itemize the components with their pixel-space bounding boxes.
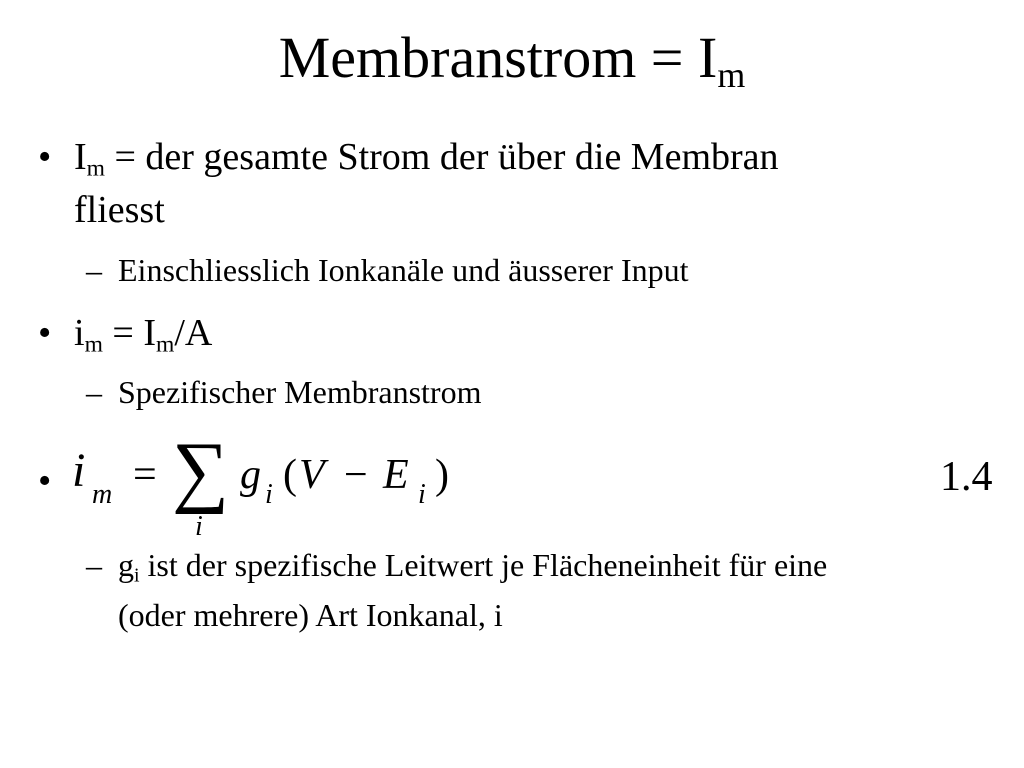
formula-E: E: [383, 452, 409, 498]
subitem-3-line-2: (oder mehrere) Art Ionkanal, i: [118, 597, 503, 633]
bullet-1-marker: •: [38, 136, 52, 178]
subitem-1-dash: –: [86, 252, 102, 288]
bullet-2-tail: /A: [174, 312, 213, 354]
formula-E-sub: i: [418, 479, 426, 510]
bullet-2-eq: = I: [102, 312, 156, 354]
formula-minus: −: [344, 452, 368, 498]
subitem-1-text: Einschliesslich Ionkanäle und äusserer Input: [118, 252, 689, 288]
subitem-3-g-sub: i: [134, 564, 140, 587]
bullet-1-line-1: [74, 134, 779, 180]
formula-m-sub: m: [92, 479, 113, 510]
formula-g: g: [240, 452, 261, 498]
formula-i: i: [72, 444, 86, 497]
title-subscript: m: [717, 55, 746, 96]
bullet-2-var-b-sub: m: [155, 331, 175, 358]
bullet-1-var: I: [74, 136, 87, 178]
bullet-2-marker: •: [38, 312, 52, 354]
bullet-2-line: [74, 310, 212, 356]
slide-title: [0, 22, 1024, 94]
title-main: Membranstrom = I: [278, 25, 718, 90]
formula-lparen: (: [283, 452, 297, 498]
formula-sum-index: i: [195, 511, 203, 542]
bullet-1-line-2: fliesst: [74, 189, 165, 231]
subitem-3-dash: –: [86, 547, 102, 583]
formula-sum-sign: ∑: [172, 427, 230, 515]
bullet-2-var-a-sub: m: [84, 331, 103, 358]
formula-V: V: [299, 452, 325, 498]
formula-equals: =: [133, 452, 157, 498]
subitem-3-g: g: [118, 547, 134, 583]
equation-number: 1.4: [940, 454, 993, 500]
formula-rparen: ): [435, 452, 449, 498]
bullet-1-text: = der gesamte Strom der über die Membran: [104, 136, 779, 178]
bullet-3-marker: •: [38, 460, 52, 502]
formula-g-sub: i: [265, 479, 273, 510]
subitem-2-text: Spezifischer Membranstrom: [118, 374, 482, 410]
subitem-2-dash: –: [86, 374, 102, 410]
subitem-3-line-1: [118, 545, 827, 585]
subitem-3-text: ist der spezifische Leitwert je Flächeneinheit für eine: [139, 547, 828, 583]
bullet-2-var-a: i: [74, 312, 85, 354]
bullet-1-var-sub: m: [86, 155, 105, 182]
